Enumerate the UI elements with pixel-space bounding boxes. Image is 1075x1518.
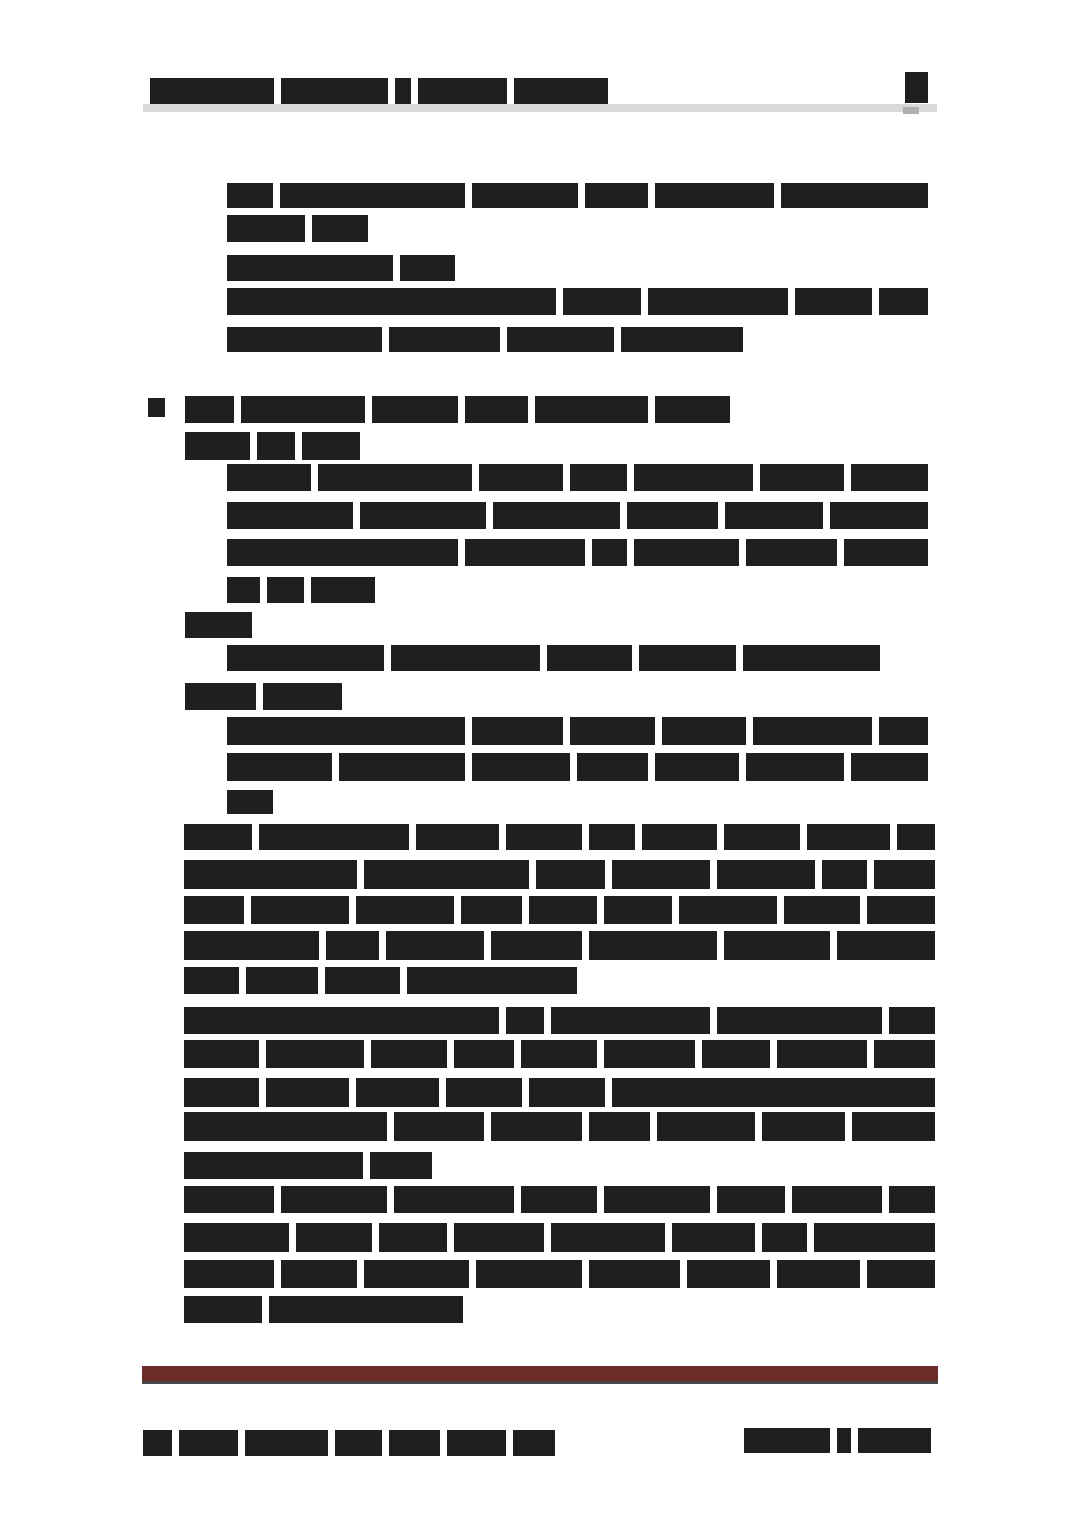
word-gap bbox=[486, 502, 493, 529]
para5-line5 bbox=[184, 967, 577, 994]
word-gap bbox=[739, 753, 746, 781]
word-gap bbox=[882, 1007, 889, 1034]
word-gap bbox=[830, 1428, 837, 1453]
word-gap bbox=[563, 717, 570, 745]
word-gap bbox=[274, 1260, 281, 1288]
word-gap bbox=[332, 753, 339, 781]
word-gap bbox=[844, 753, 851, 781]
word-gap bbox=[860, 896, 867, 924]
word-gap bbox=[872, 717, 879, 745]
para2-line4 bbox=[227, 577, 375, 603]
word-gap bbox=[563, 464, 570, 491]
word-gap bbox=[755, 1112, 762, 1141]
word-gap bbox=[507, 78, 514, 105]
word-gap bbox=[597, 896, 604, 924]
footer-rule bbox=[142, 1366, 938, 1381]
word-gap bbox=[382, 1430, 389, 1456]
word-gap bbox=[262, 1296, 269, 1323]
word-gap bbox=[393, 255, 400, 281]
word-gap bbox=[582, 1260, 589, 1288]
word-gap bbox=[506, 1430, 513, 1456]
word-gap bbox=[465, 753, 472, 781]
para5-line2 bbox=[184, 860, 935, 889]
word-gap bbox=[499, 1007, 506, 1034]
para3-line1 bbox=[227, 645, 880, 671]
word-gap bbox=[239, 967, 246, 994]
para2-line2 bbox=[227, 502, 928, 529]
word-gap bbox=[648, 396, 655, 423]
word-gap bbox=[774, 183, 781, 208]
word-gap bbox=[867, 1040, 874, 1068]
word-gap bbox=[556, 288, 563, 315]
word-gap bbox=[529, 860, 536, 889]
word-gap bbox=[807, 1223, 814, 1252]
word-gap bbox=[695, 1040, 702, 1068]
word-gap bbox=[710, 1007, 717, 1034]
word-gap bbox=[472, 464, 479, 491]
word-gap bbox=[357, 860, 364, 889]
word-gap bbox=[641, 288, 648, 315]
word-gap bbox=[648, 753, 655, 781]
word-gap bbox=[465, 183, 472, 208]
word-gap bbox=[382, 327, 389, 352]
para1-line1 bbox=[227, 183, 928, 208]
para5-line3 bbox=[184, 896, 935, 924]
word-gap bbox=[635, 824, 642, 850]
word-gap bbox=[627, 539, 634, 566]
word-gap bbox=[388, 78, 395, 105]
word-gap bbox=[544, 1007, 551, 1034]
word-gap bbox=[289, 1223, 296, 1252]
word-gap bbox=[845, 1112, 852, 1141]
label-blob-1 bbox=[185, 612, 252, 638]
word-gap bbox=[500, 327, 507, 352]
word-gap bbox=[409, 824, 416, 850]
para1-line5 bbox=[227, 327, 743, 352]
para2-line1 bbox=[227, 464, 928, 491]
word-gap bbox=[544, 1223, 551, 1252]
word-gap bbox=[484, 1112, 491, 1141]
word-gap bbox=[295, 432, 302, 460]
word-gap bbox=[739, 539, 746, 566]
word-gap bbox=[777, 896, 784, 924]
word-gap bbox=[522, 896, 529, 924]
para5-line1 bbox=[184, 824, 935, 850]
word-gap bbox=[234, 396, 241, 423]
word-gap bbox=[867, 860, 874, 889]
word-gap bbox=[465, 717, 472, 745]
word-gap bbox=[372, 1223, 379, 1252]
word-gap bbox=[717, 931, 724, 960]
word-gap bbox=[514, 1040, 521, 1068]
word-gap bbox=[273, 183, 280, 208]
word-gap bbox=[384, 645, 391, 671]
word-gap bbox=[458, 539, 465, 566]
word-gap bbox=[837, 539, 844, 566]
word-gap bbox=[499, 824, 506, 850]
footer-right-text bbox=[744, 1428, 931, 1453]
word-gap bbox=[274, 1186, 281, 1213]
word-gap bbox=[274, 78, 281, 105]
word-gap bbox=[770, 1260, 777, 1288]
word-gap bbox=[172, 1430, 179, 1456]
word-gap bbox=[357, 1260, 364, 1288]
para7-line2 bbox=[184, 1223, 935, 1252]
word-gap bbox=[632, 645, 639, 671]
para6-line3 bbox=[184, 1078, 935, 1107]
word-gap bbox=[365, 396, 372, 423]
footer-left-text bbox=[143, 1430, 555, 1456]
word-gap bbox=[882, 1186, 889, 1213]
word-gap bbox=[379, 931, 386, 960]
word-gap bbox=[447, 1040, 454, 1068]
word-gap bbox=[250, 432, 257, 460]
word-gap bbox=[718, 502, 725, 529]
word-gap bbox=[387, 1112, 394, 1141]
word-gap bbox=[753, 464, 760, 491]
para4-line2 bbox=[227, 753, 928, 781]
word-gap bbox=[770, 1040, 777, 1068]
word-gap bbox=[717, 824, 724, 850]
word-gap bbox=[605, 860, 612, 889]
word-gap bbox=[672, 896, 679, 924]
word-gap bbox=[528, 396, 535, 423]
word-gap bbox=[605, 1078, 612, 1107]
word-gap bbox=[830, 931, 837, 960]
para7-line4 bbox=[184, 1296, 463, 1323]
word-gap bbox=[665, 1223, 672, 1252]
word-gap bbox=[800, 824, 807, 850]
para1-line4 bbox=[227, 288, 928, 315]
word-gap bbox=[570, 753, 577, 781]
word-gap bbox=[620, 502, 627, 529]
word-gap bbox=[439, 1078, 446, 1107]
word-gap bbox=[311, 464, 318, 491]
word-gap bbox=[785, 1186, 792, 1213]
header-page-number bbox=[905, 72, 928, 103]
word-gap bbox=[597, 1040, 604, 1068]
para6-line5 bbox=[184, 1152, 432, 1179]
word-gap bbox=[514, 1186, 521, 1213]
word-gap bbox=[349, 896, 356, 924]
word-gap bbox=[627, 464, 634, 491]
word-gap bbox=[400, 967, 407, 994]
word-gap bbox=[815, 860, 822, 889]
word-gap bbox=[582, 1112, 589, 1141]
list-item-a-marker bbox=[148, 398, 165, 417]
word-gap bbox=[890, 824, 897, 850]
header-rule bbox=[143, 104, 937, 112]
word-gap bbox=[411, 78, 418, 105]
word-gap bbox=[578, 183, 585, 208]
word-gap bbox=[319, 931, 326, 960]
word-gap bbox=[318, 967, 325, 994]
word-gap bbox=[522, 1078, 529, 1107]
word-gap bbox=[582, 931, 589, 960]
para2-line3 bbox=[227, 539, 928, 566]
word-gap bbox=[650, 1112, 657, 1141]
word-gap bbox=[823, 502, 830, 529]
word-gap bbox=[655, 717, 662, 745]
para6-line1 bbox=[184, 1007, 935, 1034]
word-gap bbox=[447, 1223, 454, 1252]
document-header-title bbox=[150, 78, 608, 105]
word-gap bbox=[469, 1260, 476, 1288]
word-gap bbox=[872, 288, 879, 315]
word-gap bbox=[458, 396, 465, 423]
word-gap bbox=[349, 1078, 356, 1107]
label-blob-2 bbox=[185, 683, 342, 710]
header-rule-mark bbox=[903, 107, 919, 114]
para7-line1 bbox=[184, 1186, 935, 1213]
para5-line4 bbox=[184, 931, 935, 960]
word-gap bbox=[755, 1223, 762, 1252]
word-gap bbox=[305, 215, 312, 242]
word-gap bbox=[387, 1186, 394, 1213]
para4-line3 bbox=[227, 790, 273, 814]
para7-line3 bbox=[184, 1260, 935, 1288]
footer-rule-shadow bbox=[142, 1381, 938, 1384]
word-gap bbox=[363, 1152, 370, 1179]
word-gap bbox=[540, 645, 547, 671]
para4-line1 bbox=[227, 717, 928, 745]
para1-line3 bbox=[227, 255, 455, 281]
word-gap bbox=[736, 645, 743, 671]
word-gap bbox=[259, 1040, 266, 1068]
word-gap bbox=[364, 1040, 371, 1068]
word-gap bbox=[648, 183, 655, 208]
word-gap bbox=[851, 1428, 858, 1453]
subheading-blob bbox=[185, 432, 360, 460]
word-gap bbox=[256, 683, 263, 710]
word-gap bbox=[244, 896, 251, 924]
word-gap bbox=[454, 896, 461, 924]
word-gap bbox=[260, 577, 267, 603]
word-gap bbox=[252, 824, 259, 850]
word-gap bbox=[614, 327, 621, 352]
word-gap bbox=[353, 502, 360, 529]
word-gap bbox=[304, 577, 311, 603]
word-gap bbox=[238, 1430, 245, 1456]
word-gap bbox=[585, 539, 592, 566]
word-gap bbox=[680, 1260, 687, 1288]
word-gap bbox=[710, 860, 717, 889]
list-item-a-heading bbox=[185, 396, 730, 423]
word-gap bbox=[844, 464, 851, 491]
word-gap bbox=[788, 288, 795, 315]
para1-line2 bbox=[227, 215, 368, 242]
word-gap bbox=[484, 931, 491, 960]
para6-line2 bbox=[184, 1040, 935, 1068]
word-gap bbox=[746, 717, 753, 745]
word-gap bbox=[860, 1260, 867, 1288]
word-gap bbox=[328, 1430, 335, 1456]
word-gap bbox=[582, 824, 589, 850]
word-gap bbox=[259, 1078, 266, 1107]
word-gap bbox=[440, 1430, 447, 1456]
word-gap bbox=[710, 1186, 717, 1213]
word-gap bbox=[597, 1186, 604, 1213]
para6-line4 bbox=[184, 1112, 935, 1141]
